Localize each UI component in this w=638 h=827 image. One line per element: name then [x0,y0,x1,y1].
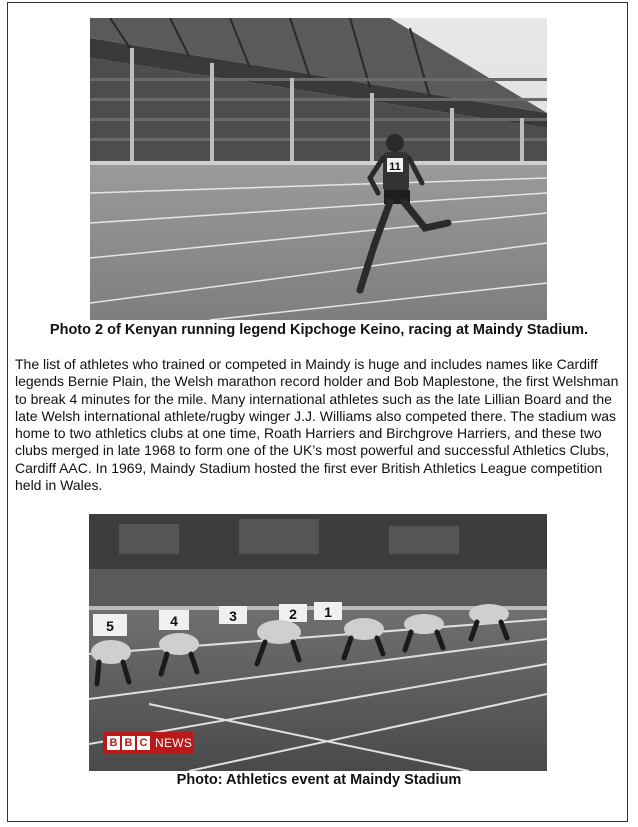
lane-marker-2: 2 [289,606,297,622]
body-paragraph: The list of athletes who trained or competed in Maindy is huge and includes names like Cardiff legends Bernie Plain, the Welsh marathon record holder and Bob Maplestone, the first Welshman to break 4 minutes for the mile. Many international athletes such as the late Lillian Board and the late Welsh international athlete/rugby winger J.J. Williams also competed there. The stadium was home to two athletics clubs at one time, Roath Harriers and Birchgrove Harriers, and these two clubs merged in late 1968 to form one of the UK’s most powerful and successful Athletics Clubs, Cardiff AAC. In 1969, Maindy Stadium hosted the first ever British Athletics League competition held in Wales. [15,356,619,494]
lane-marker-1: 1 [324,604,332,620]
lane-marker-5: 5 [106,618,114,634]
photo-keino-graphic [90,18,547,320]
bbc-letter-b2: B [122,736,135,750]
bbc-letter-c: C [137,736,150,750]
lane-marker-4: 4 [170,613,178,629]
bbc-news-logo [103,732,193,754]
photo-2-caption: Photo: Athletics event at Maindy Stadium [176,772,462,788]
bbc-news-word: NEWS [155,736,193,750]
photo-athletics-event [89,514,547,771]
photo-1-caption: Photo 2 of Kenyan running legend Kipchoge Keino, racing at Maindy Stadium. [49,322,589,338]
svg-text:11: 11 [389,161,401,173]
bbc-letter-b1: B [107,736,120,750]
photo-keino-racing [90,18,547,320]
lane-marker-3: 3 [229,608,237,624]
